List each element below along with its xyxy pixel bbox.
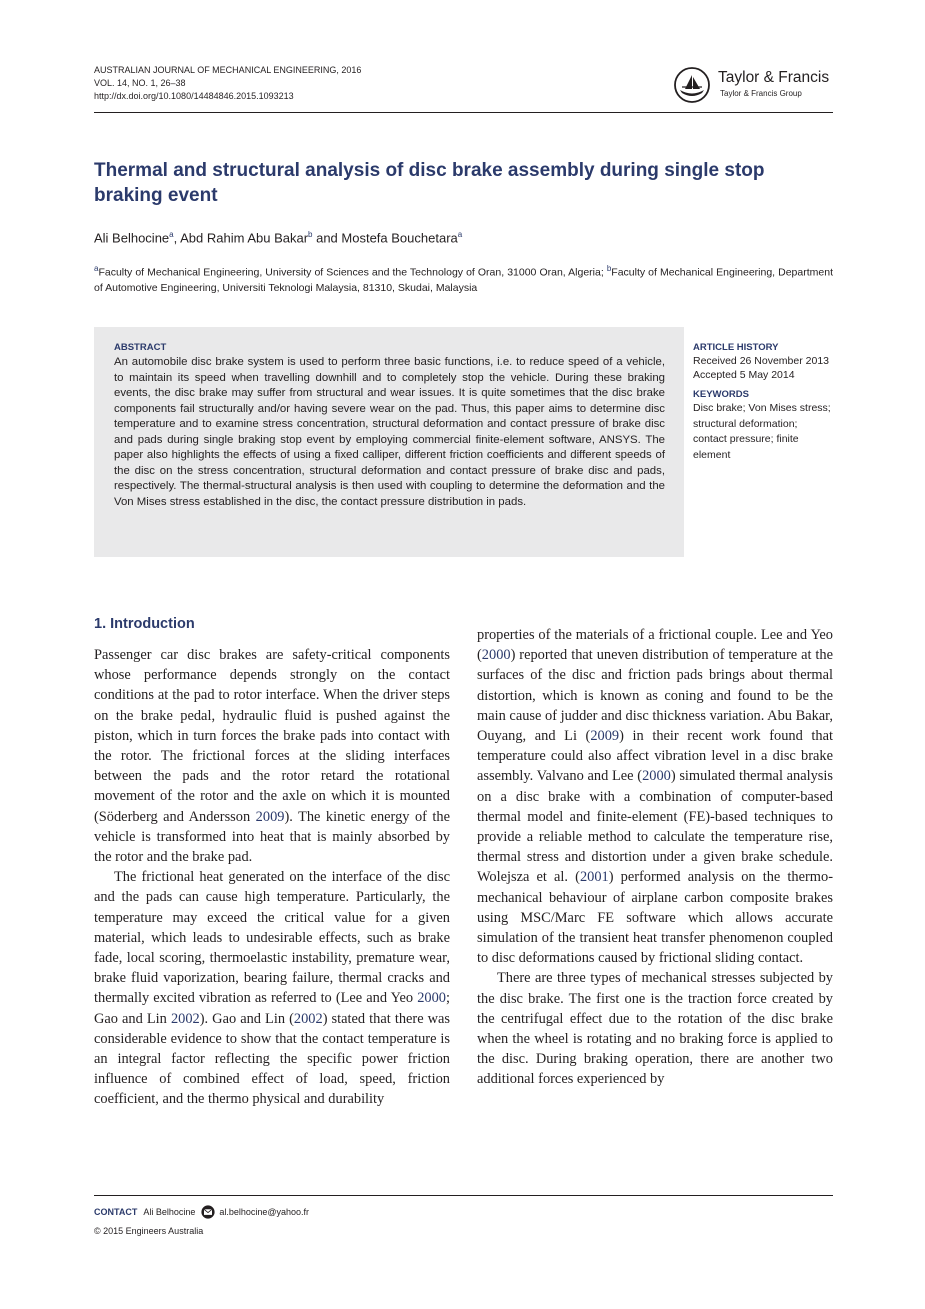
contact-label: CONTACT: [94, 1207, 138, 1217]
contact-email[interactable]: al.belhocine@yahoo.fr: [219, 1207, 310, 1217]
body-text: ). Gao and Lin (: [199, 1010, 294, 1027]
citation-year-link[interactable]: 2000: [642, 768, 671, 785]
author-name: Mostefa Bouchetara: [341, 230, 458, 246]
section-heading-introduction: 1. Introduction: [94, 616, 195, 632]
body-text: ). The kinetic energy of the vehicle is transformed into heat that is mainly absorbed by the rotor and the brake pad.: [94, 808, 450, 866]
page-header: [94, 64, 833, 114]
publisher-logo[interactable]: [673, 66, 833, 106]
body-column-left: [94, 645, 450, 1110]
body-text: Passenger car disc brakes are safety-critical components whose performance depends strongly on the contact conditions at the pad to rotor interface. When the driver steps on the brake pedal, hydraulic fluid is pushed against the piston, which in turn forces the brake pads into contact with the rotor. The frictional forces at the sliding interfaces between the pads and the rotor retard the rotational movement of the rotor and the axle on which it is mounted (Söderberg and Andersson: [94, 647, 450, 825]
contact-name: Ali Belhocine: [143, 1207, 196, 1217]
citation-year-link[interactable]: 2002: [293, 1010, 323, 1027]
author-name: Abd Rahim Abu Bakar: [180, 230, 309, 246]
footer-divider: [94, 1195, 833, 1196]
body-paragraph: [94, 645, 450, 867]
citation-year-link[interactable]: 2001: [579, 869, 609, 886]
author-separator: ,: [173, 230, 181, 246]
publisher-emblem-icon: [673, 66, 711, 104]
citation-year-link[interactable]: 2009: [255, 808, 285, 825]
publisher-group: Taylor & Francis Group: [720, 89, 802, 98]
author-affiliation-marker: a: [457, 230, 463, 239]
citation-year-link[interactable]: 2000: [417, 990, 446, 1007]
accepted-date: Accepted 5 May 2014: [693, 369, 795, 381]
author-affiliation-marker: b: [308, 230, 313, 239]
body-text: The frictional heat generated on the interface of the disc and the pads can cause high temperature. Particularly, the temperature may exceed the critical value for a given material, which leads to undesirable effects, such as brake fade, local scoring, thermoelastic instability, premature wear, brake fluid vaporization, bearing failure, thermal cracks and thermally excited vibration as referred to (Lee and Yeo: [94, 869, 450, 1007]
affiliation-text: Faculty of Mechanical Engineering, Department of Automotive Engineering, Universiti Teknologi Malaysia, 81310, Skudai, Malaysia: [94, 266, 833, 294]
abstract-text: An automobile disc brake system is used to perform three basic functions, i.e. to reduce speed of a vehicle, to maintain its speed when travelling downhill and to completely stop the vehicle. During these braking events, the disc brake may suffer from structural and wear issues. It is quite sometimes that the disc brake components fail structurally and/or having severe wear on the pad. Thus, this paper aims to determine disc temperature and to examine stress concentration, structural deformation and contact pressure of brake disc and pads during single braking stop event by employing commercial finite-element software, ANSYS. The paper also highlights the effects of using a fixed calliper, different friction coefficients and different speeds of the disc on the stress concentration, structural deformation and contact pressure of brake disc and pads, respectively. The thermal-structural analysis is then used with coupling to determine the deformation and the Von Mises stress established in the disc, the contact pressure distribution in pads.: [114, 356, 665, 508]
body-text: There are three types of mechanical stresses subjected by the disc brake. The first one is the traction force created by the centrifugal effect due to the rotation of the disc brake when the wheel is rotating and no braking force is applied to the disc. During braking operation, there are another two additional forces experienced by: [477, 970, 833, 1088]
author-name: Ali Belhocine: [94, 230, 170, 246]
abstract-box: [94, 327, 684, 557]
article-sidebar: [693, 341, 833, 463]
journal-name: AUSTRALIAN JOURNAL OF MECHANICAL ENGINEERING, 2016: [94, 65, 362, 75]
volume-info: VOL. 14, NO. 1, 26–38: [94, 78, 186, 88]
affiliations: [94, 261, 833, 297]
article-title: Thermal and structural analysis of disc brake assembly during single stop braking event: [94, 160, 765, 206]
body-text: ) stated that there was considerable evidence to show that the contact temperature is an integral factor reflecting the specific power friction influence of combined effect of load, speed, friction coefficient, and the thermo physical and durability: [94, 1010, 451, 1108]
body-text: ) reported that uneven distribution of temperature at the surfaces of the disc and friction pads brings about thermal distortion, which is known as coning and found to be the main cause of judder and disc thickness variation. Abu Bakar, Ouyang, and Li (: [477, 647, 833, 745]
citation-year-link[interactable]: 2002: [170, 1010, 200, 1027]
affiliation-marker: b: [606, 264, 612, 273]
author-list: [94, 230, 462, 245]
abstract-heading: ABSTRACT: [114, 342, 167, 353]
received-date: Received 26 November 2013: [693, 355, 829, 367]
body-text: properties of the materials of a frictional couple. Lee and Yeo (: [477, 627, 833, 664]
doi-link[interactable]: http://dx.doi.org/10.1080/14484846.2015.1093213: [94, 91, 294, 101]
body-paragraph: [94, 867, 450, 1109]
contact-info: [94, 1205, 309, 1219]
citation-year-link[interactable]: 2009: [590, 728, 620, 745]
author-separator: and: [312, 230, 342, 246]
keywords-heading: KEYWORDS: [693, 389, 749, 400]
keywords-list: Disc brake; Von Mises stress; structural deformation; contact pressure; finite element: [693, 402, 831, 461]
body-paragraph: [477, 968, 833, 1089]
publisher-name: Taylor & Francis: [718, 69, 830, 86]
body-text: ) simulated thermal analysis on a disc brake with a combination of computer-based thermal model and finite-element (FE)-based techniques to provide a reliable method to calculate the temperature rise, thermal stress and distortion under a given brake schedule. Wolejsza et al. (: [477, 768, 834, 886]
header-divider: [94, 112, 833, 113]
body-text: ) in their recent work found that temperature could also affect vibration level in a disc brake assembly. Valvano and Lee (: [477, 728, 833, 785]
body-paragraph: [477, 625, 833, 968]
copyright-notice: © 2015 Engineers Australia: [94, 1226, 204, 1236]
email-icon: [201, 1205, 215, 1219]
affiliation-text: Faculty of Mechanical Engineering, University of Sciences and the Technology of Oran, 31000 Oran, Algeria;: [98, 266, 607, 279]
citation-year-link[interactable]: 2000: [481, 647, 511, 664]
body-text: ) performed analysis on the thermo-mechanical behaviour of airplane carbon composite brakes using MSC/Marc FE software which allows accurate simulation of the transient heat transfer phenomenon coupled to disc deformations caused by frictional sliding contact.: [477, 869, 833, 967]
author-affiliation-marker: a: [169, 230, 174, 239]
affiliation-marker: a: [94, 264, 99, 273]
body-text: ; Gao and Lin: [94, 990, 450, 1027]
body-column-right: [477, 625, 833, 1090]
article-history-heading: ARTICLE HISTORY: [693, 342, 779, 353]
